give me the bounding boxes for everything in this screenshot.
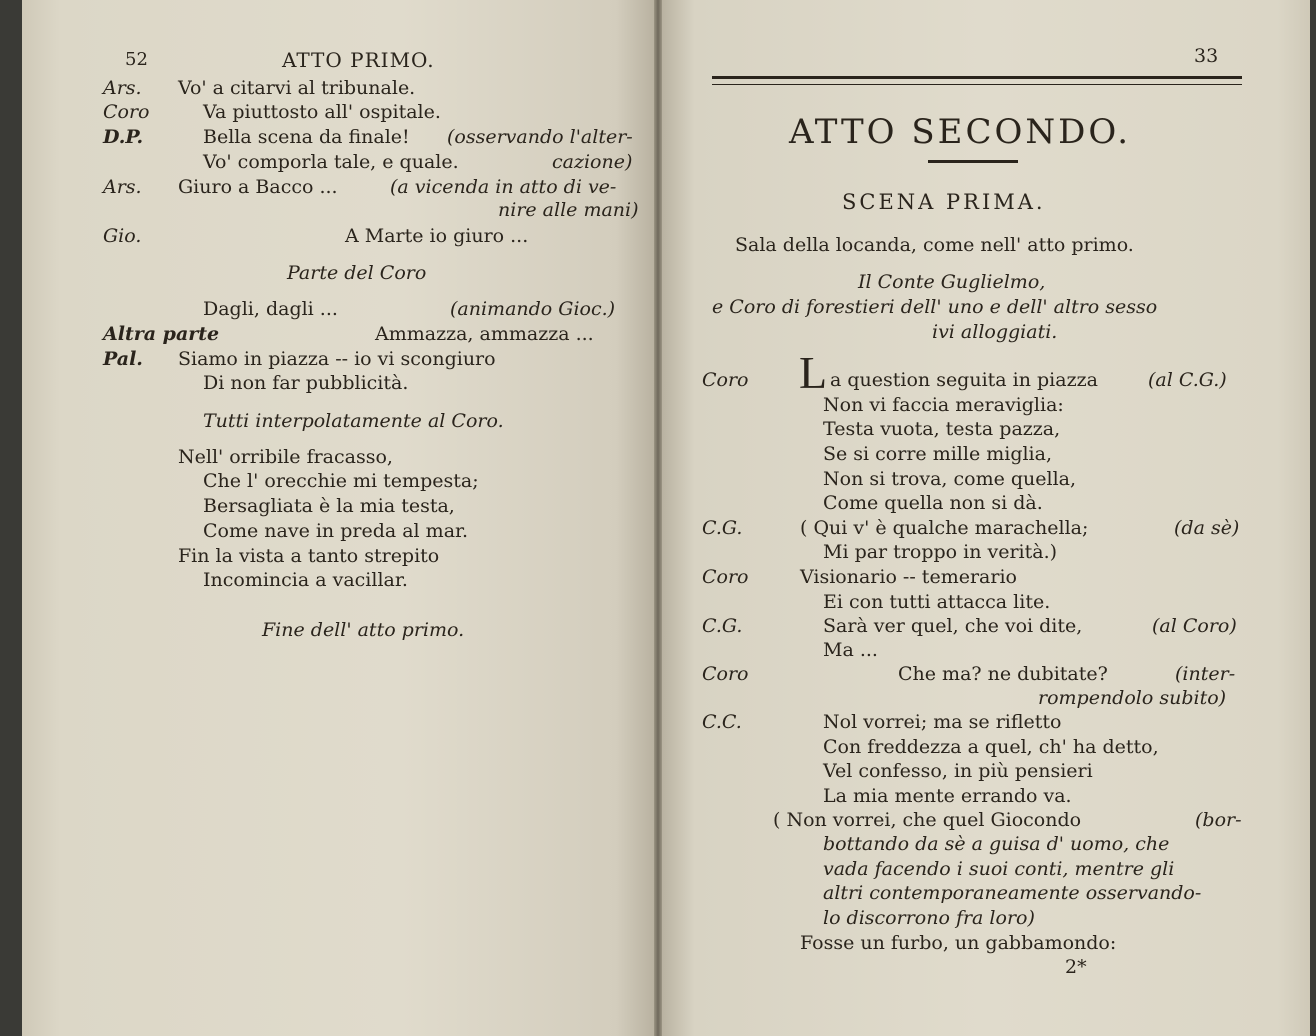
verse-line: Che ma? ne dubitate? xyxy=(898,663,1108,685)
stage-direction: (a vicenda in atto di ve- xyxy=(390,176,617,198)
header-rule xyxy=(712,76,1242,79)
act-title: ATTO SECONDO. xyxy=(789,112,1132,152)
verse-line: Giuro a Bacco ... xyxy=(178,176,338,198)
verse-line: Se si corre mille miglia, xyxy=(823,443,1053,465)
stage-direction: rompendolo subito) xyxy=(1038,687,1227,709)
end-of-act: Fine dell' atto primo. xyxy=(262,619,465,641)
verse-line: Vel confesso, in più pensieri xyxy=(823,760,1093,782)
verse-line: Siamo in piazza -- io vi scongiuro xyxy=(178,348,496,370)
speaker-label: Ars. xyxy=(103,176,142,198)
book-gutter xyxy=(654,0,662,1036)
verse-line: Sarà ver quel, che voi dite, xyxy=(823,615,1083,637)
verse-line: ( Non vorrei, che quel Giocondo xyxy=(773,809,1082,831)
verse-line: a question seguita in piazza xyxy=(830,369,1098,391)
stage-direction: lo discorrono fra loro) xyxy=(823,907,1035,929)
verse-line: Ei con tutti attacca lite. xyxy=(823,591,1051,613)
stage-direction: vada facendo i suoi conti, mentre gli xyxy=(823,858,1175,880)
speaker-label: C.G. xyxy=(702,615,743,637)
verse-line: Non vi faccia meraviglia: xyxy=(823,394,1064,416)
header-rule-thin xyxy=(712,84,1242,85)
stage-direction: bottando da sè a guisa d' uomo, che xyxy=(823,833,1170,855)
verse-line: Dagli, dagli ... xyxy=(203,298,338,320)
verse-line: Con freddezza a quel, ch' ha detto, xyxy=(823,736,1159,758)
left-running-header: ATTO PRIMO. xyxy=(282,48,435,72)
verse-line: Che l' orecchie mi tempesta; xyxy=(203,470,479,492)
verse-line: Fosse un furbo, un gabbamondo: xyxy=(800,932,1117,954)
speaker-label: C.G. xyxy=(702,517,743,539)
stage-direction: (bor- xyxy=(1195,809,1242,831)
stage-direction: (inter- xyxy=(1175,663,1236,685)
stage-direction: (al Coro) xyxy=(1152,615,1237,637)
characters-line: Il Conte Guglielmo, xyxy=(858,271,1046,293)
verse-line: Non si trova, come quella, xyxy=(823,468,1077,490)
speaker-label: Gio. xyxy=(103,225,142,247)
verse-line: A Marte io giuro ... xyxy=(345,225,529,247)
speaker-label: D.P. xyxy=(103,126,144,148)
stage-direction: altri contemporaneamente osservando- xyxy=(823,882,1202,904)
verse-line: Ma ... xyxy=(823,639,878,661)
verse-line: Bella scena da finale! xyxy=(203,126,410,148)
speaker-label: Ars. xyxy=(103,77,142,99)
signature-mark: 2* xyxy=(1065,956,1087,978)
scene-setting: Sala della locanda, come nell' atto primo. xyxy=(735,234,1134,256)
title-rule xyxy=(928,160,1018,163)
right-page-number: 33 xyxy=(1194,45,1219,67)
characters-line: e Coro di forestieri dell' uno e dell' altro sesso xyxy=(712,296,1158,318)
speaker-label: Coro xyxy=(702,663,749,685)
verse-line: Di non far pubblicità. xyxy=(203,372,409,394)
verse-line: Fin la vista a tanto strepito xyxy=(178,545,440,567)
verse-line: Come nave in preda al mar. xyxy=(203,520,469,542)
verse-line: Nell' orribile fracasso, xyxy=(178,446,393,468)
verse-line: Come quella non si dà. xyxy=(823,492,1043,514)
speaker-label: Pal. xyxy=(103,348,143,370)
left-page-number: 52 xyxy=(125,49,148,70)
verse-line: Testa vuota, testa pazza, xyxy=(823,418,1061,440)
stage-direction: (al C.G.) xyxy=(1148,369,1227,391)
verse-line: Nol vorrei; ma se rifletto xyxy=(823,711,1062,733)
drop-cap: L xyxy=(799,347,828,398)
verse-line: Visionario -- temerario xyxy=(800,566,1017,588)
verse-line: Bersagliata è la mia testa, xyxy=(203,495,455,517)
stage-direction: nire alle mani) xyxy=(498,199,639,221)
verse-line: Vo' comporla tale, e quale. xyxy=(203,151,459,173)
scene-title: SCENA PRIMA. xyxy=(842,190,1046,214)
characters-line: ivi alloggiati. xyxy=(932,321,1058,343)
verse-line: ( Qui v' è qualche marachella; xyxy=(800,517,1089,539)
stage-direction: (osservando l'alter- xyxy=(447,126,633,148)
speaker-label: C.C. xyxy=(702,711,742,733)
section-heading: Parte del Coro xyxy=(287,262,427,284)
speaker-label: Coro xyxy=(702,369,749,391)
verse-line: La mia mente errando va. xyxy=(823,785,1072,807)
section-heading: Tutti interpolatamente al Coro. xyxy=(203,410,504,432)
speaker-label: Coro xyxy=(702,566,749,588)
stage-direction: (animando Gioc.) xyxy=(450,298,616,320)
stage-direction: (da sè) xyxy=(1174,517,1240,539)
verse-line: Va piuttosto all' ospitale. xyxy=(203,101,441,123)
speaker-label: Coro xyxy=(103,101,150,123)
verse-line: Vo' a citarvi al tribunale. xyxy=(178,77,416,99)
verse-line: Incomincia a vacillar. xyxy=(203,569,408,591)
stage-direction: cazione) xyxy=(552,151,633,173)
speaker-label: Altra parte xyxy=(103,323,220,345)
verse-line: Mi par troppo in verità.) xyxy=(823,541,1058,563)
verse-line: Ammazza, ammazza ... xyxy=(375,323,594,345)
